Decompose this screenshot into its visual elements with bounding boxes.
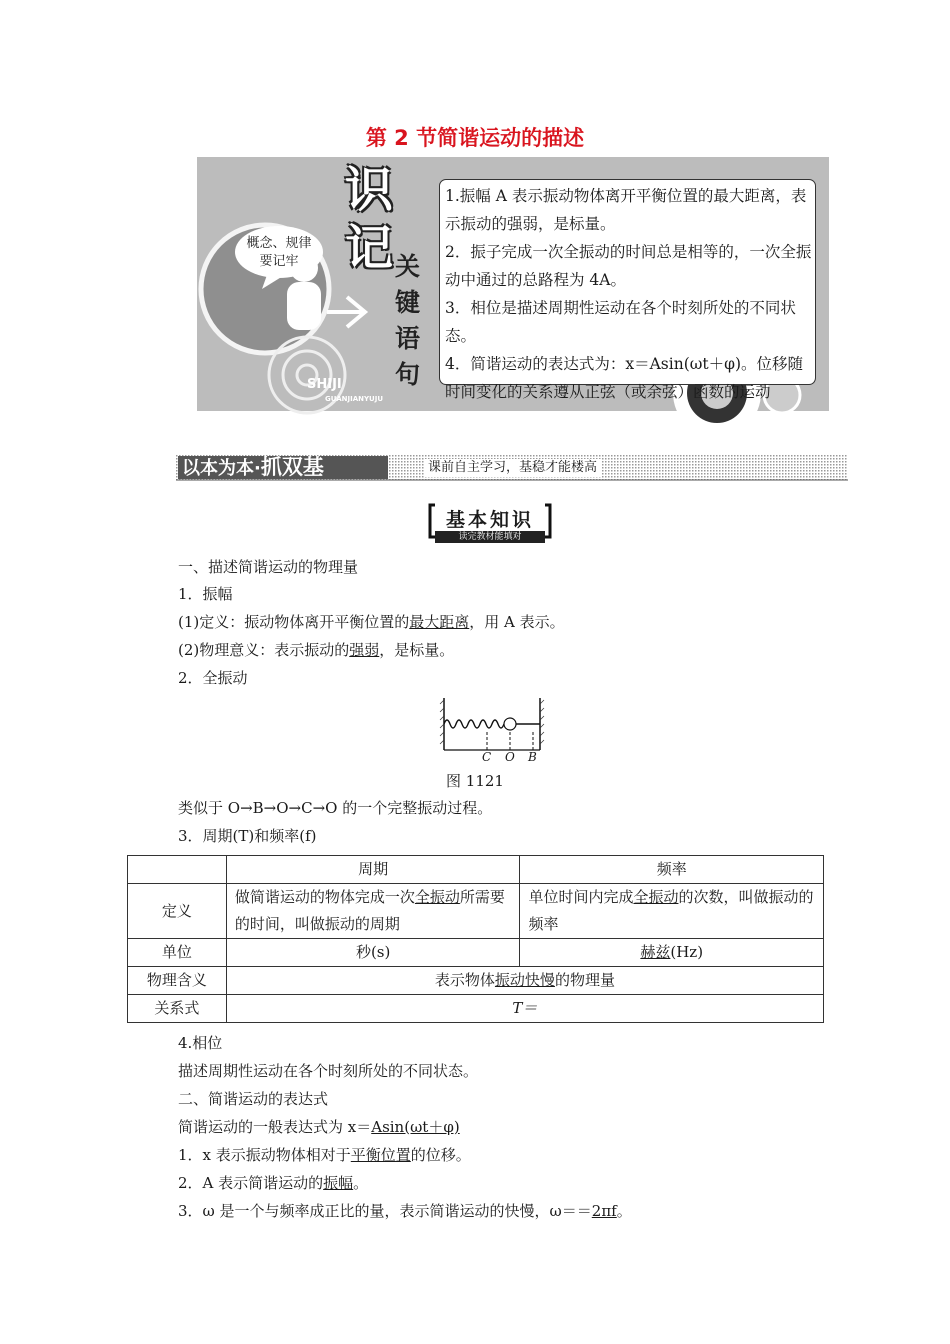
figure-label-o: O (505, 750, 515, 764)
bubble-line-2: 要记牢 (259, 254, 299, 269)
period-unit: 秒(s) (226, 939, 520, 967)
subsection-full-vibration: 2．全振动 (178, 669, 248, 687)
period-definition: 做简谐运动的物体完成一次全振动所需要的时间，叫做振动的周期 (226, 884, 520, 939)
key-point-3: 3．相位是描述周期性运动在各个时刻所处的不同状态。 (445, 299, 796, 345)
phase-text: 描述周期性运动在各个时刻所处的不同状态。 (178, 1062, 479, 1080)
expression-omega: 3．ω 是一个与频率成正比的量，表示简谐运动的快慢，ω＝＝2πf。 (178, 1202, 632, 1220)
key-points-box (439, 179, 816, 401)
relation-formula: T＝ (226, 995, 823, 1023)
key-point-4: 4．简谐运动的表达式为：x＝Asin(ωt＋φ)。位移随时间变化的关系遵从正弦（或余弦）函数的运动 (445, 355, 804, 401)
logo-sub: GUANJIANYUJU (325, 395, 384, 403)
frequency-unit: 赫兹(Hz) (520, 939, 824, 967)
frequency-definition: 单位时间内完成全振动的次数，叫做振动的频率 (520, 884, 824, 939)
section-bar-right: 课前自主学习，基稳才能楼高 (424, 459, 601, 477)
page-title: 第 2 节简谐运动的描述 (365, 126, 585, 150)
row-label-definition: 定义 (128, 884, 227, 939)
table-row (128, 995, 824, 1023)
row-label-unit: 单位 (128, 939, 227, 967)
bubble-line-1: 概念、规律 (246, 236, 312, 251)
spring-oscillator-figure (436, 694, 548, 766)
amplitude-definition: (1)定义：振动物体离开平衡位置的最大距离，用 A 表示。 (178, 613, 565, 631)
table-row (128, 939, 824, 967)
key-point-1: 1.振幅 A 表示振动物体离开平衡位置的最大距离，表示振动的强弱，是标量。 (445, 187, 807, 233)
knowledge-header-sub: 读完教材能填对 (458, 532, 522, 542)
expression-a: 2．A 表示简谐运动的振幅。 (178, 1174, 369, 1192)
full-vibration-text: 类似于 O→B→O→C→O 的一个完整振动过程。 (178, 799, 493, 817)
table-header-period: 周期 (226, 856, 520, 884)
subsection-amplitude: 1．振幅 (178, 585, 233, 603)
vertical-char-ju: 句 (395, 360, 421, 389)
section-bar-bold: 抓双基 (260, 455, 324, 479)
period-frequency-table (127, 855, 824, 1023)
amplitude-meaning: (2)物理意义：表示振动的强弱，是标量。 (178, 641, 455, 659)
table-row (128, 967, 824, 995)
section-1-heading: 一、描述简谐运动的物理量 (178, 558, 359, 576)
vertical-char-guan: 关 (395, 252, 421, 281)
row-label-relation: 关系式 (128, 995, 227, 1023)
physical-meaning: 表示物体振动快慢的物理量 (226, 967, 823, 995)
vertical-char-ji: 记 (345, 220, 394, 276)
figure-label-c: C (482, 750, 492, 764)
section-2-heading: 二、简谐运动的表达式 (178, 1090, 329, 1108)
figure-caption: 图 1121 (446, 772, 504, 790)
key-point-2: 2．振子完成一次全振动的时间总是相等的，一次全振动中通过的总路程为 4A。 (445, 243, 812, 289)
section-bar-left: 以本为本· (182, 458, 261, 479)
vertical-char-jian: 键 (395, 288, 421, 317)
subsection-period-frequency: 3．周期(T)和频率(f) (178, 827, 317, 845)
vertical-char-yu: 语 (395, 324, 421, 353)
knowledge-header-main: 基本知识 (445, 509, 534, 531)
section-bar (176, 455, 848, 481)
table-header-frequency: 频率 (520, 856, 824, 884)
general-expression: 简谐运动的一般表达式为 x＝Asin(ωt＋φ) (178, 1118, 460, 1136)
table-row (128, 884, 824, 939)
logo-main: SHIJI (307, 377, 342, 392)
table-header-row (128, 856, 824, 884)
spring-diagram (436, 694, 548, 752)
row-label-meaning: 物理含义 (128, 967, 227, 995)
key-sentences-banner (197, 157, 829, 411)
expression-x: 1．x 表示振动物体相对于平衡位置的位移。 (178, 1146, 471, 1164)
figure-label-b: B (528, 750, 537, 764)
knowledge-header (427, 503, 553, 545)
subsection-phase: 4.相位 (178, 1034, 223, 1052)
vertical-char-shi: 识 (345, 162, 394, 218)
